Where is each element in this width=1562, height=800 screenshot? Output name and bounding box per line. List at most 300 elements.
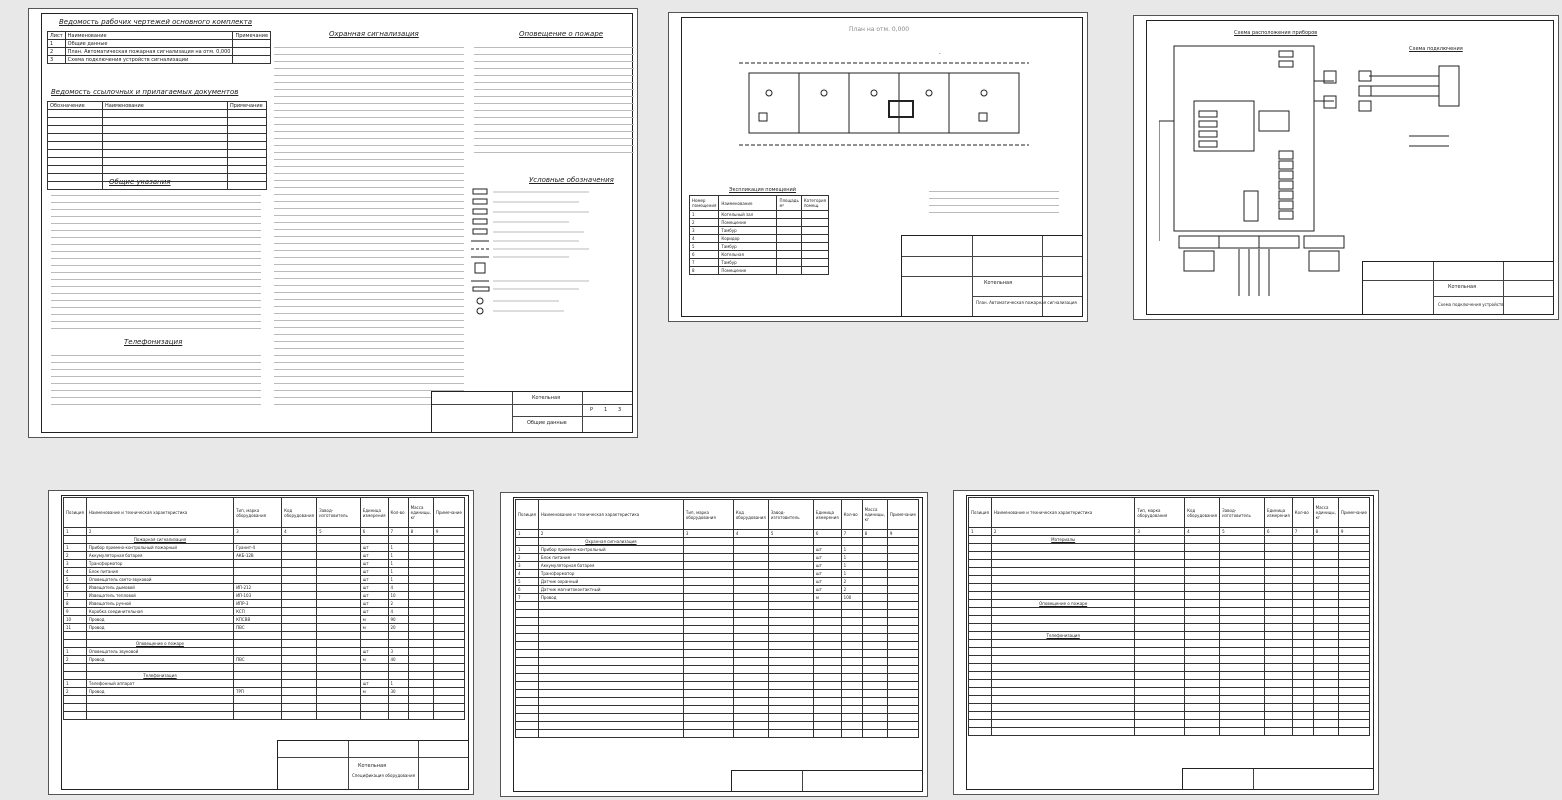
- table-header-cell: Тип, марка оборудования: [683, 500, 733, 530]
- table-header-row: [64, 498, 465, 528]
- table-cell: 2: [64, 688, 87, 696]
- table-cell: м: [360, 624, 388, 632]
- table-cell: [234, 680, 282, 688]
- table-cell: Помещение: [719, 267, 777, 275]
- table-row: [48, 134, 267, 142]
- section-title: Телефонизация: [86, 672, 233, 680]
- table-cell: 1: [64, 648, 87, 656]
- table-cell: План. Автоматическая пожарная сигнализация на отм. 0,000: [65, 48, 233, 56]
- table-row: [516, 658, 919, 666]
- table-cell: м: [360, 688, 388, 696]
- table-cell: [683, 586, 733, 594]
- table-cell: Схема подключения устройств сигнализации: [65, 56, 233, 64]
- table-cell: 90: [388, 616, 408, 624]
- table-row: [690, 235, 829, 243]
- table-row: [969, 584, 1370, 592]
- title-block-org: Котельная: [1448, 284, 1477, 290]
- table-cell: [234, 648, 282, 656]
- spec-table: [968, 497, 1370, 736]
- table-cell: ИП-103: [234, 592, 282, 600]
- table-cell: 8: [862, 530, 887, 538]
- title-block-org: Котельная: [984, 280, 1013, 286]
- table-row: [969, 552, 1370, 560]
- table-row: [969, 616, 1370, 624]
- table-row: [969, 720, 1370, 728]
- table-cell: 1: [388, 568, 408, 576]
- table-header-row: [690, 196, 829, 211]
- table-cell: 7: [516, 594, 539, 602]
- references-heading: Ведомость ссылочных и прилагаемых документов: [51, 88, 239, 96]
- plan-notes: [929, 187, 1059, 215]
- table-header-cell: Код оборудования: [733, 500, 768, 530]
- table-row: [690, 259, 829, 267]
- table-row: [48, 110, 267, 118]
- table-row: [64, 624, 465, 632]
- table-cell: [683, 554, 733, 562]
- table-cell: 6: [1264, 528, 1292, 536]
- table-cell: [683, 578, 733, 586]
- table-cell: шт: [813, 586, 841, 594]
- table-cell: 1: [388, 576, 408, 584]
- table-row: [64, 544, 465, 552]
- title-block-title: Спецификация оборудования: [352, 773, 415, 778]
- table-cell: Котельная: [719, 251, 777, 259]
- table-cell: м: [360, 616, 388, 624]
- table-cell: 1: [64, 544, 87, 552]
- section-title: Материалы: [991, 536, 1134, 544]
- table-cell: 1: [388, 552, 408, 560]
- title-block-org: Котельная: [358, 763, 387, 769]
- table-cell: ПВС: [234, 656, 282, 664]
- table-row: [64, 632, 465, 640]
- table-cell: 1: [388, 560, 408, 568]
- table-cell: 7: [388, 528, 408, 536]
- fire-alarm-text: [474, 43, 634, 155]
- table-row: [516, 554, 919, 562]
- table-row: [516, 570, 919, 578]
- table-row: [64, 680, 465, 688]
- table-cell: Гранит-4: [234, 544, 282, 552]
- table-row: [64, 608, 465, 616]
- table-cell: Аккумуляторная батарея: [538, 562, 683, 570]
- table-row: [516, 730, 919, 738]
- table-cell: шт: [360, 568, 388, 576]
- table-row: [48, 158, 267, 166]
- table-cell: 2: [690, 219, 719, 227]
- sheet-wiring-scheme: [1133, 15, 1559, 320]
- table-row: [516, 682, 919, 690]
- table-cell: Тамбур: [719, 243, 777, 251]
- table-header-cell: Наименование и техническая характеристика: [991, 498, 1134, 528]
- table-cell: [683, 562, 733, 570]
- table-header-cell: Позиция: [969, 498, 992, 528]
- table-cell: 5: [768, 530, 813, 538]
- title-block-sheets: 3: [618, 407, 622, 413]
- table-row: [969, 704, 1370, 712]
- table-cell: Тамбур: [719, 227, 777, 235]
- table-cell: шт: [813, 578, 841, 586]
- table-header-cell: Кол-во: [841, 500, 862, 530]
- table-row: [516, 578, 919, 586]
- table-cell: 4: [516, 570, 539, 578]
- table-row: [64, 664, 465, 672]
- section-row: [64, 640, 465, 648]
- table-cell: Провод: [86, 688, 233, 696]
- general-notes-heading: Общие указания: [109, 178, 171, 186]
- table-header-cell: Единица измерения: [1264, 498, 1292, 528]
- table-header-cell: Масса единицы, кг: [1313, 498, 1338, 528]
- table-header-cell: Завод-изготовитель: [1220, 498, 1265, 528]
- sheet-specification-1: [48, 490, 474, 795]
- table-header-row: [516, 500, 919, 530]
- working-drawings-table: [47, 31, 271, 64]
- table-cell: 7: [1292, 528, 1313, 536]
- table-cell: шт: [813, 554, 841, 562]
- table-row: [48, 166, 267, 174]
- table-cell: 2: [86, 528, 233, 536]
- section-title: Охранная сигнализация: [538, 538, 683, 546]
- table-cell: 2: [48, 48, 66, 56]
- table-cell: 1: [388, 680, 408, 688]
- table-cell: 1: [841, 554, 862, 562]
- table-cell: шт: [360, 552, 388, 560]
- table-row: [64, 576, 465, 584]
- table-row: [969, 624, 1370, 632]
- table-cell: шт: [360, 608, 388, 616]
- table-cell: 3: [683, 530, 733, 538]
- table-cell: 9: [64, 608, 87, 616]
- table-cell: 7: [64, 592, 87, 600]
- table-cell: Датчик магнитоконтактный: [538, 586, 683, 594]
- table-header-cell: Код оборудования: [1185, 498, 1220, 528]
- table-cell: 8: [690, 267, 719, 275]
- table-cell: 2: [64, 552, 87, 560]
- section-row: [969, 536, 1370, 544]
- table-row: [516, 722, 919, 730]
- section-title: Оповещение о пожаре: [991, 600, 1134, 608]
- table-row: [516, 706, 919, 714]
- table-row: [64, 568, 465, 576]
- table-row: [516, 690, 919, 698]
- table-cell: ПВС: [234, 624, 282, 632]
- table-cell: 10: [388, 592, 408, 600]
- table-header-cell: Кол-во: [388, 498, 408, 528]
- table-row: [969, 728, 1370, 736]
- column-number-row: [969, 528, 1370, 536]
- table-row: [64, 592, 465, 600]
- table-cell: 1: [841, 562, 862, 570]
- table-header-cell: Примечание: [433, 498, 464, 528]
- table-cell: Коридор: [719, 235, 777, 243]
- table-cell: шт: [360, 544, 388, 552]
- table-cell: 2: [388, 600, 408, 608]
- table-cell: 5: [64, 576, 87, 584]
- table-header-cell: Наименование: [103, 102, 228, 110]
- column-number-row: [516, 530, 919, 538]
- table-cell: 5: [690, 243, 719, 251]
- table-row: [516, 698, 919, 706]
- table-cell: ТРП: [234, 688, 282, 696]
- table-cell: 8: [64, 600, 87, 608]
- table-cell: шт: [360, 576, 388, 584]
- table-cell: 2: [516, 554, 539, 562]
- table-row: [516, 650, 919, 658]
- table-cell: 1: [516, 546, 539, 554]
- table-row: [969, 544, 1370, 552]
- table-header-cell: Позиция: [64, 498, 87, 528]
- table-cell: 2: [841, 578, 862, 586]
- table-row: [64, 696, 465, 704]
- table-cell: шт: [813, 562, 841, 570]
- table-cell: АКБ-12В: [234, 552, 282, 560]
- title-block-title: Схема подключения устройств: [1438, 302, 1504, 307]
- title-block-title: План. Автоматическая пожарная сигнализация: [976, 300, 1077, 305]
- table-cell: 1: [969, 528, 992, 536]
- table-cell: 8: [408, 528, 433, 536]
- table-cell: шт: [360, 680, 388, 688]
- title-block-org: Котельная: [532, 395, 561, 401]
- table-cell: 3: [1135, 528, 1185, 536]
- table-cell: 100: [841, 594, 862, 602]
- table-row: [969, 648, 1370, 656]
- table-cell: Извещатель ручной: [86, 600, 233, 608]
- table-row: [690, 251, 829, 259]
- table-cell: 6: [690, 251, 719, 259]
- table-row: [64, 656, 465, 664]
- section-title: Оповещение о пожаре: [86, 640, 233, 648]
- table-cell: 5: [516, 578, 539, 586]
- table-cell: 1: [841, 546, 862, 554]
- section-row: [969, 632, 1370, 640]
- table-row: [48, 48, 271, 56]
- table-row: [690, 243, 829, 251]
- table-cell: 2: [991, 528, 1134, 536]
- table-cell: 11: [64, 624, 87, 632]
- table-row: [516, 594, 919, 602]
- table-row: [516, 674, 919, 682]
- table-cell: шт: [360, 584, 388, 592]
- table-row: [48, 150, 267, 158]
- title-block-stage: Р: [590, 407, 594, 413]
- security-heading: Охранная сигнализация: [329, 30, 419, 38]
- table-cell: КПСВВ: [234, 616, 282, 624]
- table-header-cell: Наименование: [65, 32, 233, 40]
- table-cell: Провод: [538, 594, 683, 602]
- table-cell: Прибор приемно-контрольный пожарный: [86, 544, 233, 552]
- table-cell: 40: [388, 656, 408, 664]
- table-cell: 1: [64, 680, 87, 688]
- column-number-row: [64, 528, 465, 536]
- table-row: [969, 560, 1370, 568]
- table-cell: Прибор приемно-контрольный: [538, 546, 683, 554]
- table-cell: 4: [690, 235, 719, 243]
- table-row: [48, 126, 267, 134]
- table-cell: 1: [48, 40, 66, 48]
- table-header-row: [48, 32, 271, 40]
- table-row: [516, 602, 919, 610]
- table-header-cell: Тип, марка оборудования: [1135, 498, 1185, 528]
- table-cell: 4: [1185, 528, 1220, 536]
- table-cell: 4: [64, 568, 87, 576]
- table-cell: 2: [64, 656, 87, 664]
- table-cell: [233, 48, 271, 56]
- table-cell: 7: [690, 259, 719, 267]
- table-cell: 6: [64, 584, 87, 592]
- table-header-cell: Завод-изготовитель: [317, 498, 361, 528]
- table-cell: м: [360, 656, 388, 664]
- table-cell: 9: [887, 530, 918, 538]
- table-cell: Оповещатель звуковой: [86, 648, 233, 656]
- section-row: [64, 536, 465, 544]
- sheet-floor-plan: [668, 12, 1088, 322]
- table-header-cell: Категория помещ.: [801, 196, 828, 211]
- table-cell: 4: [388, 608, 408, 616]
- table-cell: 3: [64, 560, 87, 568]
- table-cell: 9: [433, 528, 464, 536]
- table-header-cell: Наименование и техническая характеристика: [538, 500, 683, 530]
- table-cell: 5: [317, 528, 361, 536]
- table-cell: Блок питания: [86, 568, 233, 576]
- title-block: [431, 391, 633, 433]
- table-cell: ИПР-3: [234, 600, 282, 608]
- table-row: [516, 642, 919, 650]
- table-cell: [683, 546, 733, 554]
- table-row: [64, 552, 465, 560]
- table-header-cell: Код оборудования: [282, 498, 317, 528]
- table-cell: 3: [388, 648, 408, 656]
- table-cell: 6: [813, 530, 841, 538]
- table-row: [516, 714, 919, 722]
- table-cell: 3: [690, 227, 719, 235]
- table-cell: [683, 594, 733, 602]
- table-header-cell: Кол-во: [1292, 498, 1313, 528]
- table-cell: шт: [813, 546, 841, 554]
- table-cell: [234, 560, 282, 568]
- legend-symbols: [469, 187, 629, 327]
- table-cell: Трансформатор: [86, 560, 233, 568]
- table-cell: 20: [388, 624, 408, 632]
- rooms-table: [689, 195, 829, 275]
- plan-title: План на отм. 0,000: [849, 26, 910, 33]
- table-cell: 1: [690, 211, 719, 219]
- connection-title: Схема подключения: [1409, 46, 1463, 52]
- table-cell: 4: [282, 528, 317, 536]
- table-header-cell: Наименование и техническая характеристика: [86, 498, 233, 528]
- table-cell: Блок питания: [538, 554, 683, 562]
- telephony-heading: Телефонизация: [124, 338, 183, 346]
- table-cell: Провод: [86, 624, 233, 632]
- table-cell: 6: [516, 586, 539, 594]
- table-row: [64, 560, 465, 568]
- sheet-specification-2: [500, 492, 928, 797]
- table-row: [48, 40, 271, 48]
- table-cell: шт: [360, 600, 388, 608]
- table-header-cell: Лист: [48, 32, 66, 40]
- table-cell: [234, 568, 282, 576]
- rooms-heading: Экспликация помещений: [729, 187, 797, 193]
- table-row: [516, 562, 919, 570]
- table-header-cell: Номер помещения: [690, 196, 719, 211]
- table-row: [969, 576, 1370, 584]
- table-cell: 1: [388, 544, 408, 552]
- table-row: [690, 267, 829, 275]
- fire-alarm-heading: Оповещение о пожаре: [519, 30, 604, 38]
- section-title: Телефонизация: [991, 632, 1134, 640]
- table-cell: Трансформатор: [538, 570, 683, 578]
- table-row: [64, 688, 465, 696]
- table-row: [48, 118, 267, 126]
- table-row: [969, 672, 1370, 680]
- table-header-cell: Примечание: [1338, 498, 1369, 528]
- table-row: [969, 608, 1370, 616]
- table-row: [969, 680, 1370, 688]
- title-block: [1182, 768, 1374, 790]
- table-cell: 10: [64, 616, 87, 624]
- table-cell: Провод: [86, 656, 233, 664]
- table-header-cell: Единица измерения: [360, 498, 388, 528]
- table-row: [969, 688, 1370, 696]
- sheet-specification-3: [953, 490, 1379, 795]
- title-block-sheet: 1: [604, 407, 608, 413]
- table-cell: шт: [360, 648, 388, 656]
- scheme-title: Схема расположения приборов: [1234, 30, 1318, 36]
- table-header-cell: Единица измерения: [813, 500, 841, 530]
- floor-plan-drawing: [739, 53, 1039, 163]
- table-header-cell: Примечание: [887, 500, 918, 530]
- title-block: [1362, 261, 1554, 315]
- table-header-row: [969, 498, 1370, 528]
- table-row: [64, 600, 465, 608]
- table-cell: Телефонный аппарат: [86, 680, 233, 688]
- table-cell: Коробка соединительная: [86, 608, 233, 616]
- table-row: [690, 211, 829, 219]
- table-header-cell: Наименование: [719, 196, 777, 211]
- table-cell: 1: [64, 528, 87, 536]
- table-row: [969, 696, 1370, 704]
- references-table: [47, 101, 267, 190]
- table-cell: 1: [841, 570, 862, 578]
- table-cell: Общие данные: [65, 40, 233, 48]
- section-row: [516, 538, 919, 546]
- title-block-title: Общие данные: [527, 420, 567, 426]
- table-row: [64, 616, 465, 624]
- table-row: [64, 648, 465, 656]
- table-row: [969, 640, 1370, 648]
- table-row: [516, 626, 919, 634]
- section-row: [969, 600, 1370, 608]
- table-cell: 4: [388, 584, 408, 592]
- table-cell: 8: [1313, 528, 1338, 536]
- table-cell: КСП: [234, 608, 282, 616]
- table-row: [516, 666, 919, 674]
- table-cell: Извещатель тепловой: [86, 592, 233, 600]
- section-title: Пожарная сигнализация: [86, 536, 233, 544]
- title-block: [901, 235, 1083, 317]
- table-cell: 2: [841, 586, 862, 594]
- table-header-cell: Завод-изготовитель: [768, 500, 813, 530]
- table-row: [516, 610, 919, 618]
- table-cell: 2: [538, 530, 683, 538]
- section-row: [64, 672, 465, 680]
- table-row: [516, 546, 919, 554]
- table-row: [969, 664, 1370, 672]
- working-drawings-heading: Ведомость рабочих чертежей основного комплекта: [59, 18, 253, 26]
- table-cell: ИП-212: [234, 584, 282, 592]
- table-header-cell: Позиция: [516, 500, 539, 530]
- table-cell: 30: [388, 688, 408, 696]
- table-cell: [234, 576, 282, 584]
- title-block: [731, 770, 923, 792]
